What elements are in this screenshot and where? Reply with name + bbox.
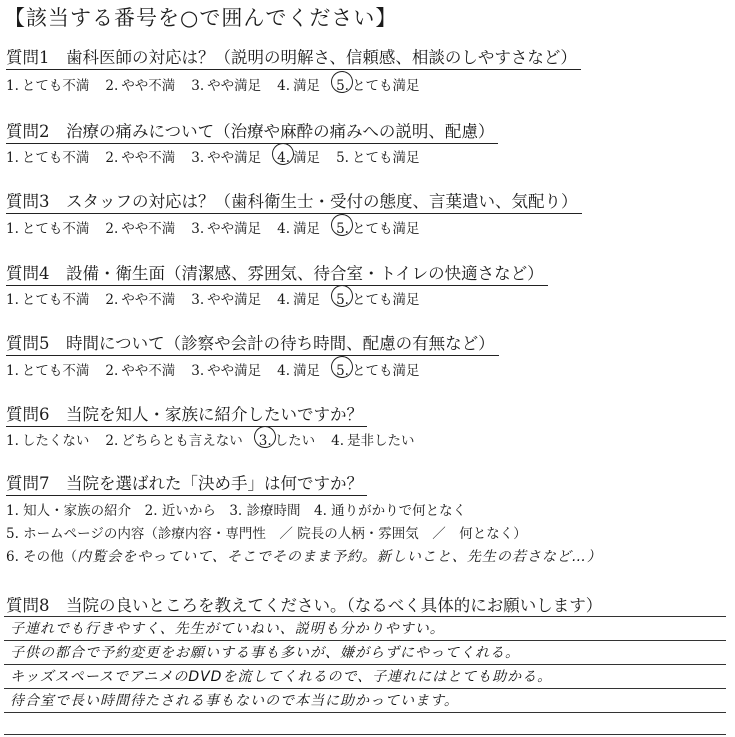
question-heading: 質問6 当院を知人・家族に紹介したいですか？ bbox=[6, 401, 367, 427]
option-number: 2. bbox=[105, 150, 119, 166]
option-1 bbox=[6, 288, 89, 308]
option-3 bbox=[191, 359, 261, 379]
option-4 bbox=[277, 217, 320, 237]
answer-rule bbox=[4, 640, 726, 641]
option-number: 4. bbox=[331, 433, 345, 449]
q7-other-label: 6. その他（ bbox=[6, 549, 78, 565]
option-label: とても不満 bbox=[21, 292, 90, 308]
option-3-selected bbox=[259, 429, 315, 449]
option-1 bbox=[6, 359, 89, 379]
option-3 bbox=[191, 146, 261, 166]
answer-handwritten-line: 待合室で長い時間待たされる事もないので本当に助かっています。 bbox=[10, 693, 459, 709]
option-number: 3. bbox=[191, 221, 205, 237]
option-label: したくない bbox=[21, 433, 90, 449]
option-label: 満足 bbox=[293, 78, 321, 94]
option-number: 1. bbox=[6, 363, 19, 379]
question-heading: 質問7 当院を選ばれた「決め手」は何ですか？ bbox=[6, 470, 367, 496]
option-3 bbox=[191, 74, 261, 94]
option-number: 3. bbox=[191, 78, 205, 94]
page-title: 【該当する番号を○で囲んでください】 bbox=[4, 6, 398, 30]
question-heading: 質問8 当院の良いところを教えてください。（なるべく具体的にお願いします） bbox=[6, 596, 603, 615]
option-number: 4. bbox=[277, 292, 291, 308]
option-number: 4. bbox=[277, 363, 291, 379]
option-number: 1. bbox=[6, 78, 19, 94]
option-label: 満足 bbox=[293, 150, 321, 166]
option-1 bbox=[6, 146, 89, 166]
option-number: 2. bbox=[105, 363, 119, 379]
q7-option-line-1: 1. 知人・家族の紹介 2. 近いから 3. 診療時間 4. 通りがかりで何となく bbox=[6, 503, 467, 519]
option-4 bbox=[277, 359, 320, 379]
option-label: 満足 bbox=[293, 363, 321, 379]
option-number: 4. bbox=[277, 78, 291, 94]
option-label: とても満足 bbox=[351, 78, 420, 94]
answer-rule bbox=[4, 734, 726, 735]
option-number: 5. bbox=[336, 78, 349, 94]
option-label: とても不満 bbox=[21, 221, 90, 237]
option-number: 1. bbox=[6, 221, 19, 237]
option-label: どちらとも言えない bbox=[121, 433, 243, 449]
option-2 bbox=[105, 217, 175, 237]
option-label: とても満足 bbox=[351, 292, 420, 308]
option-4 bbox=[277, 74, 320, 94]
option-label: 満足 bbox=[293, 221, 321, 237]
option-5-selected bbox=[336, 74, 419, 94]
answer-rule bbox=[4, 664, 726, 665]
option-number: 3. bbox=[258, 433, 272, 449]
answer-rule bbox=[4, 712, 726, 713]
option-row bbox=[6, 146, 435, 166]
option-4-selected bbox=[277, 146, 320, 166]
option-label: やや不満 bbox=[121, 221, 176, 237]
option-row bbox=[6, 288, 435, 308]
option-number: 3. bbox=[191, 292, 205, 308]
option-number: 2. bbox=[105, 221, 119, 237]
option-label: やや不満 bbox=[121, 78, 176, 94]
option-2 bbox=[105, 429, 242, 449]
option-3 bbox=[191, 288, 261, 308]
option-label: やや不満 bbox=[121, 363, 176, 379]
question-heading: 質問4 設備・衛生面（清潔感、雰囲気、待合室・トイレの快適さなど） bbox=[6, 260, 548, 286]
option-2 bbox=[105, 74, 175, 94]
answer-handwritten-line: キッズスペースでアニメのDVDを流してくれるので、子連れにはとても助かる。 bbox=[10, 669, 553, 685]
answer-handwritten-line: 子連れでも行きやすく、先生がていねい、説明も分かりやすい。 bbox=[10, 621, 445, 637]
option-2 bbox=[105, 146, 175, 166]
option-5-selected bbox=[336, 217, 419, 237]
answer-handwritten-line: 子供の都合で予約変更をお願いする事も多いが、嫌がらずにやってくれる。 bbox=[10, 645, 520, 661]
option-number: 1. bbox=[6, 292, 19, 308]
option-number: 2. bbox=[105, 78, 119, 94]
option-label: やや満足 bbox=[207, 150, 262, 166]
option-label: やや不満 bbox=[121, 150, 176, 166]
option-label: 是非したい bbox=[347, 433, 415, 449]
option-number: 5. bbox=[336, 363, 349, 379]
answer-rule bbox=[4, 688, 726, 689]
option-5 bbox=[336, 146, 419, 166]
option-label: やや不満 bbox=[121, 292, 176, 308]
option-row bbox=[6, 217, 435, 237]
option-label: 満足 bbox=[293, 292, 321, 308]
option-number: 4. bbox=[277, 221, 291, 237]
option-1 bbox=[6, 74, 89, 94]
option-number: 1. bbox=[6, 433, 19, 449]
option-row bbox=[6, 359, 435, 379]
option-label: やや満足 bbox=[207, 292, 262, 308]
q7-other-handwritten: 内覧会をやっていて、そこでそのまま予約。新しいこと、先生の若さなど…） bbox=[77, 549, 602, 565]
option-label: とても不満 bbox=[21, 78, 90, 94]
option-2 bbox=[105, 359, 175, 379]
option-label: やや満足 bbox=[207, 78, 262, 94]
option-label: とても満足 bbox=[351, 150, 420, 166]
option-4 bbox=[277, 288, 320, 308]
question-heading: 質問3 スタッフの対応は？（歯科衛生士・受付の態度、言葉遣い、気配り） bbox=[6, 188, 582, 214]
q7-option-line-2: 5. ホームページの内容（診療内容・専門性 ／ 院長の人柄・雰囲気 ／ 何となく） bbox=[6, 526, 527, 542]
option-row bbox=[6, 429, 431, 449]
option-1 bbox=[6, 217, 89, 237]
option-number: 3. bbox=[191, 363, 205, 379]
question-heading: 質問1 歯科医師の対応は？（説明の明解さ、信頼感、相談のしやすさなど） bbox=[6, 44, 581, 70]
question-heading: 質問2 治療の痛みについて（治療や麻酔の痛みへの説明、配慮） bbox=[6, 118, 498, 144]
option-2 bbox=[105, 288, 175, 308]
option-label: とても満足 bbox=[351, 363, 420, 379]
option-number: 2. bbox=[105, 433, 119, 449]
option-label: とても不満 bbox=[21, 363, 90, 379]
option-5-selected bbox=[336, 288, 419, 308]
option-1 bbox=[6, 429, 89, 449]
option-row bbox=[6, 74, 435, 94]
option-label: したい bbox=[274, 433, 316, 449]
option-3 bbox=[191, 217, 261, 237]
option-label: とても満足 bbox=[351, 221, 420, 237]
option-number: 1. bbox=[6, 150, 19, 166]
option-5-selected bbox=[336, 359, 419, 379]
option-number: 2. bbox=[105, 292, 119, 308]
option-number: 5. bbox=[336, 221, 349, 237]
option-number: 3. bbox=[191, 150, 205, 166]
option-label: やや満足 bbox=[207, 363, 262, 379]
option-label: やや満足 bbox=[207, 221, 262, 237]
option-label: とても不満 bbox=[21, 150, 90, 166]
answer-rule bbox=[4, 616, 726, 617]
option-number: 4. bbox=[277, 150, 291, 166]
q7-option-line-3 bbox=[6, 545, 602, 566]
option-4 bbox=[331, 429, 414, 449]
question-heading: 質問5 時間について（診察や会計の待ち時間、配慮の有無など） bbox=[6, 330, 499, 356]
option-number: 5. bbox=[336, 150, 349, 166]
option-number: 5. bbox=[336, 292, 349, 308]
